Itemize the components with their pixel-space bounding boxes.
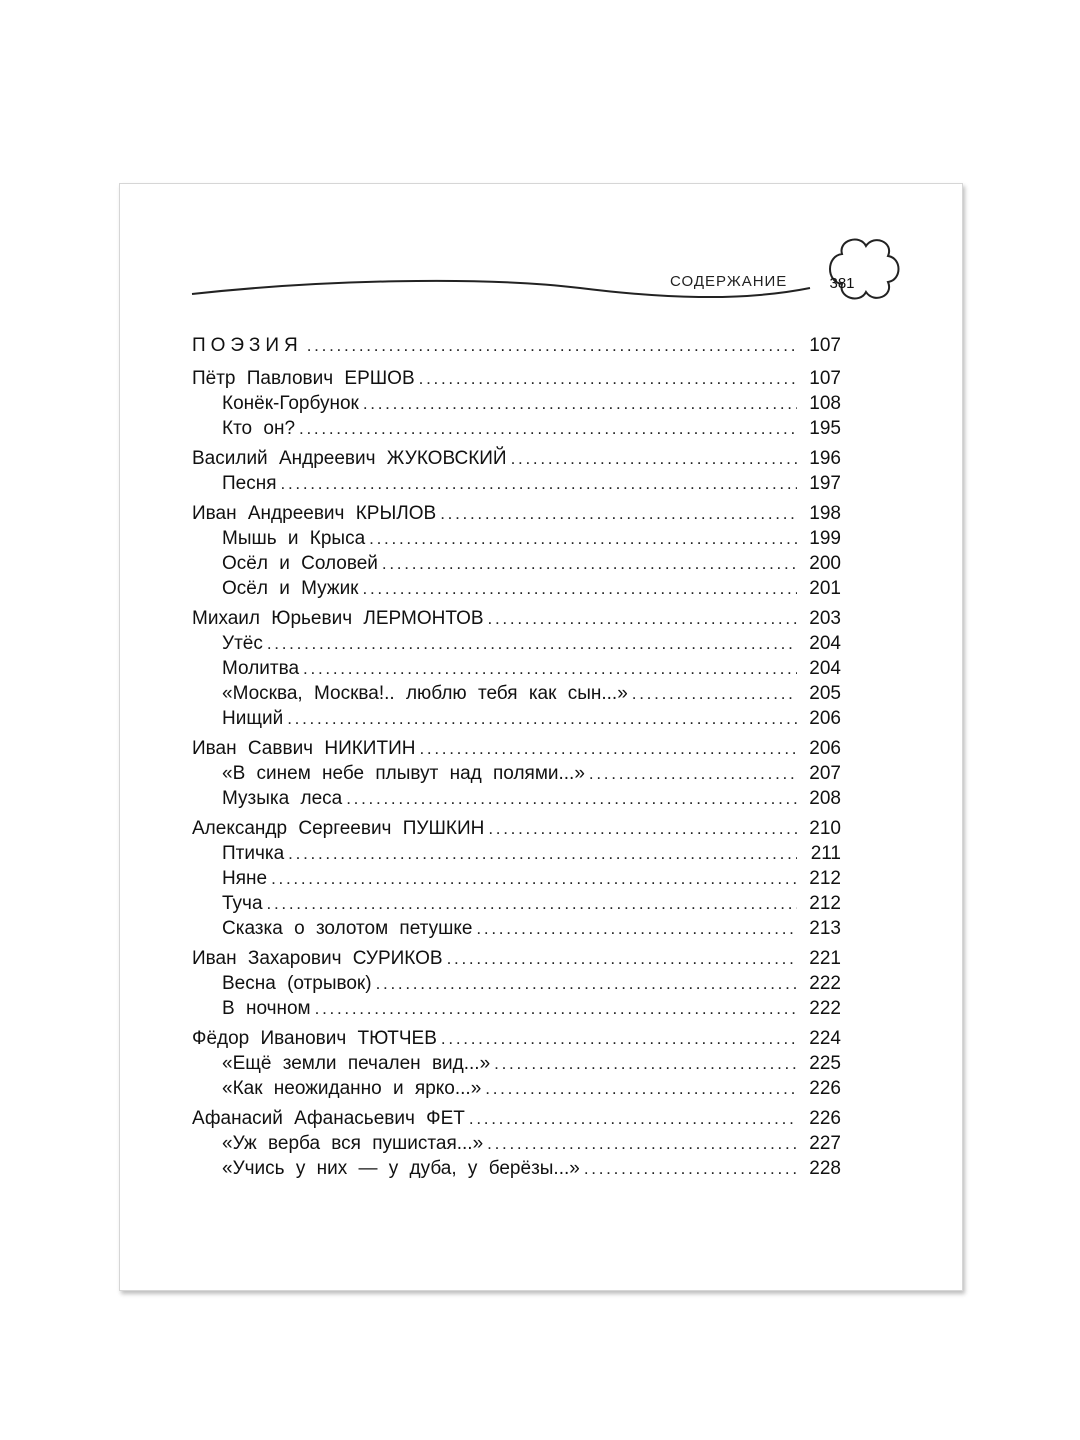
- toc-page-number: 227: [809, 1133, 841, 1154]
- toc-leader-dots: [307, 331, 797, 361]
- toc-entry: [192, 841, 844, 866]
- toc-work-title: Песня: [222, 473, 277, 494]
- toc-leader-dots: [363, 391, 797, 416]
- toc-page-number: 204: [809, 658, 841, 679]
- toc-work-title: «Как неожиданно и ярко...»: [222, 1078, 482, 1099]
- toc-author-name: Иван Саввич НИКИТИН: [192, 738, 416, 759]
- toc-page-number: 107: [809, 368, 841, 389]
- toc-entry: [192, 446, 844, 471]
- toc-entry: [192, 576, 844, 601]
- toc-entry: [192, 916, 844, 941]
- toc-work-title: Сказка о золотом петушке: [222, 918, 473, 939]
- toc-work-title: «Уж верба вся пушистая...»: [222, 1133, 484, 1154]
- toc-leader-dots: [441, 1026, 797, 1051]
- toc-leader-dots: [494, 1051, 797, 1076]
- toc-entry: [192, 606, 844, 631]
- toc-work-title: В ночном: [222, 998, 311, 1019]
- toc-leader-dots: [267, 631, 797, 656]
- toc-entry: [192, 631, 844, 656]
- toc-leader-dots: [369, 526, 797, 551]
- toc-leader-dots: [419, 366, 797, 391]
- toc-page-number: 201: [809, 578, 841, 599]
- toc-author-name: Михаил Юрьевич ЛЕРМОНТОВ: [192, 608, 484, 629]
- toc-page-number: 221: [809, 948, 841, 969]
- toc-page-number: 211: [810, 843, 841, 864]
- toc-leader-dots: [287, 706, 797, 731]
- toc-entry: [192, 866, 844, 891]
- toc-page-number: 200: [809, 553, 841, 574]
- toc-leader-dots: [440, 501, 797, 526]
- running-header-title: СОДЕРЖАНИЕ: [670, 273, 788, 290]
- toc-leader-dots: [363, 576, 798, 601]
- toc-page-number: 207: [809, 763, 841, 784]
- toc-page-number: 212: [809, 893, 841, 914]
- toc-section-title: ПОЭЗИЯ: [192, 335, 303, 356]
- toc-work-title: Осёл и Мужик: [222, 578, 359, 599]
- toc-leader-dots: [584, 1156, 797, 1181]
- toc-leader-dots: [288, 841, 797, 866]
- toc-work-title: Мышь и Крыса: [222, 528, 366, 549]
- toc-leader-dots: [589, 761, 797, 786]
- toc-work-title: Конёк-Горбунок: [222, 393, 359, 414]
- toc-page-number: 197: [809, 473, 841, 494]
- toc-leader-dots: [299, 416, 797, 441]
- toc-entry: [192, 736, 844, 761]
- toc-author-name: Афанасий Афанасьевич ФЕТ: [192, 1108, 465, 1129]
- toc-leader-dots: [632, 681, 797, 706]
- toc-entry: [192, 1051, 844, 1076]
- toc-page-number: 210: [809, 818, 841, 839]
- toc-entry: [192, 551, 844, 576]
- header-decoration: [120, 184, 962, 344]
- toc-entry: [192, 891, 844, 916]
- toc-entry: [192, 501, 844, 526]
- toc-page-number: 107: [809, 335, 841, 356]
- toc-entry: [192, 526, 844, 551]
- toc-page-number: 222: [809, 998, 841, 1019]
- toc-page-number: 196: [809, 448, 841, 469]
- table-of-contents: [192, 331, 844, 1181]
- book-page: [119, 183, 963, 1291]
- toc-work-title: «В синем небе плывут над полями...»: [222, 763, 585, 784]
- toc-entry: [192, 681, 844, 706]
- toc-work-title: «Ещё земли печален вид...»: [222, 1053, 491, 1074]
- toc-entry: [192, 1106, 844, 1131]
- toc-entry: [192, 1156, 844, 1181]
- toc-entry: [192, 416, 844, 441]
- toc-leader-dots: [419, 736, 797, 761]
- toc-work-title: «Учись у них — у дуба, у берёзы...»: [222, 1158, 580, 1179]
- toc-leader-dots: [267, 891, 797, 916]
- toc-work-title: Утёс: [222, 633, 263, 654]
- toc-entry: [192, 656, 844, 681]
- toc-page-number: 205: [809, 683, 841, 704]
- toc-page-number: 212: [809, 868, 841, 889]
- toc-entry: [192, 706, 844, 731]
- toc-author-name: Иван Захарович СУРИКОВ: [192, 948, 443, 969]
- toc-page-number: 213: [809, 918, 841, 939]
- toc-leader-dots: [315, 996, 797, 1021]
- toc-work-title: Осёл и Соловей: [222, 553, 378, 574]
- toc-author-name: Александр Сергеевич ПУШКИН: [192, 818, 485, 839]
- toc-entry: [192, 366, 844, 391]
- toc-leader-dots: [346, 786, 797, 811]
- toc-leader-dots: [447, 946, 797, 971]
- toc-work-title: Няне: [222, 868, 268, 889]
- toc-entry: [192, 1131, 844, 1156]
- toc-leader-dots: [271, 866, 797, 891]
- toc-work-title: Нищий: [222, 708, 284, 729]
- toc-entry: [192, 331, 844, 361]
- toc-author-name: Пётр Павлович ЕРШОВ: [192, 368, 415, 389]
- toc-page-number: 224: [809, 1028, 841, 1049]
- toc-page-number: 228: [809, 1158, 841, 1179]
- toc-page-number: 226: [809, 1078, 841, 1099]
- toc-leader-dots: [485, 1076, 797, 1101]
- toc-leader-dots: [511, 446, 797, 471]
- toc-author-name: Иван Андреевич КРЫЛОВ: [192, 503, 437, 524]
- toc-page-number: 198: [809, 503, 841, 524]
- toc-work-title: Кто он?: [222, 418, 296, 439]
- toc-work-title: Молитва: [222, 658, 300, 679]
- toc-entry: [192, 391, 844, 416]
- toc-entry: [192, 786, 844, 811]
- toc-page-number: 199: [809, 528, 841, 549]
- toc-leader-dots: [476, 916, 797, 941]
- toc-entry: [192, 1026, 844, 1051]
- toc-work-title: Весна (отрывок): [222, 973, 372, 994]
- toc-page-number: 225: [809, 1053, 841, 1074]
- toc-entry: [192, 761, 844, 786]
- toc-leader-dots: [382, 551, 797, 576]
- toc-page-number: 226: [809, 1108, 841, 1129]
- toc-entry: [192, 971, 844, 996]
- toc-leader-dots: [487, 1131, 797, 1156]
- toc-page-number: 203: [809, 608, 841, 629]
- toc-page-number: 206: [809, 738, 841, 759]
- toc-page-number: 206: [809, 708, 841, 729]
- toc-leader-dots: [488, 606, 797, 631]
- toc-page-number: 108: [809, 393, 841, 414]
- toc-page-number: 208: [809, 788, 841, 809]
- toc-leader-dots: [488, 816, 797, 841]
- toc-page-number: 195: [809, 418, 841, 439]
- toc-author-name: Василий Андреевич ЖУКОВСКИЙ: [192, 448, 507, 469]
- toc-page-number: 222: [809, 973, 841, 994]
- toc-work-title: Туча: [222, 893, 263, 914]
- toc-entry: [192, 816, 844, 841]
- toc-page-number: 204: [809, 633, 841, 654]
- toc-work-title: Музыка леса: [222, 788, 343, 809]
- toc-entry: [192, 946, 844, 971]
- toc-leader-dots: [281, 471, 797, 496]
- toc-entry: [192, 1076, 844, 1101]
- toc-leader-dots: [303, 656, 797, 681]
- toc-author-name: Фёдор Иванович ТЮТЧЕВ: [192, 1028, 437, 1049]
- page-number: 381: [829, 275, 855, 292]
- toc-entry: [192, 471, 844, 496]
- toc-work-title: «Москва, Москва!.. люблю тебя как сын...»: [222, 683, 628, 704]
- toc-entry: [192, 996, 844, 1021]
- toc-leader-dots: [469, 1106, 797, 1131]
- toc-leader-dots: [376, 971, 797, 996]
- toc-work-title: Птичка: [222, 843, 285, 864]
